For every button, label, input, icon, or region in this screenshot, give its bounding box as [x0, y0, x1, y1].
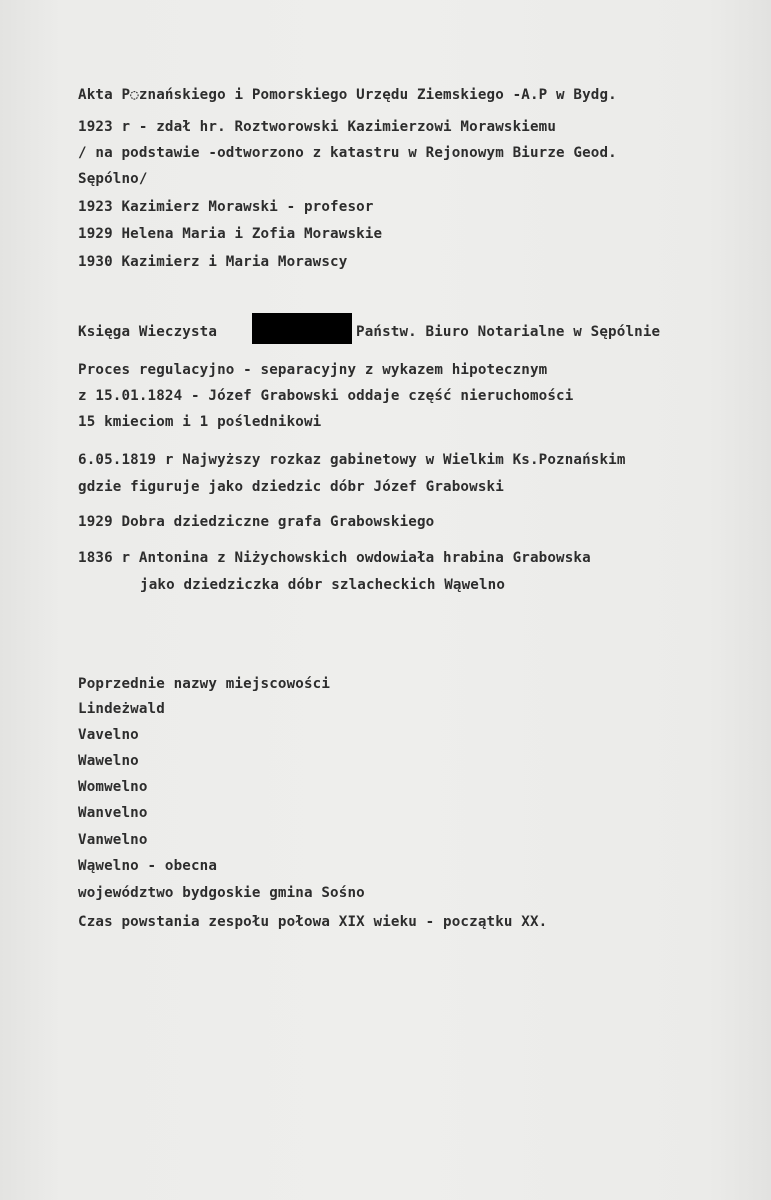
former-name-item: Wanvelno	[78, 805, 148, 821]
redaction-box	[252, 313, 352, 344]
former-name-item: Lindeżwald	[78, 701, 165, 717]
former-name-item: Wawelno	[78, 753, 139, 769]
header-line-archive: Akta P◌znańskiego i Pomorskiego Urzędu Ziemskiego -A.P w Bydg.	[78, 87, 617, 103]
text-line: 1923 r - zdał hr. Roztworowski Kazimierzowi Morawskiemu	[78, 119, 557, 135]
text-line: z 15.01.1824 - Józef Grabowski oddaje część nieruchomości	[78, 388, 574, 404]
text-line: jako dziedziczka dóbr szlacheckich Wąwelno	[140, 577, 506, 593]
text-line: Sępólno/	[78, 171, 148, 187]
former-name-item: Vanwelno	[78, 832, 148, 848]
text-line: Czas powstania zespołu połowa XIX wieku - początku XX.	[78, 914, 548, 930]
text-line: 15 kmieciom i 1 poślednikowi	[78, 414, 322, 430]
text-line: 1930 Kazimierz i Maria Morawscy	[78, 254, 348, 270]
former-names-heading: Poprzednie nazwy miejscowości	[78, 676, 331, 692]
text-line: 1929 Helena Maria i Zofia Morawskie	[78, 226, 383, 242]
former-name-item: Vavelno	[78, 727, 139, 743]
land-register-label: Księga Wieczysta	[78, 324, 218, 340]
text-line: / na podstawie -odtworzono z katastru w Rejonowym Biurze Geod.	[78, 145, 617, 161]
text-line: 1929 Dobra dziedziczne grafa Grabowskiego	[78, 514, 435, 530]
notary-office-text: Państw. Biuro Notarialne w Sępólnie	[356, 324, 661, 340]
text-line: województwo bydgoskie gmina Sośno	[78, 885, 365, 901]
current-name-item: Wąwelno - obecna	[78, 858, 218, 874]
text-line: 1923 Kazimierz Morawski - profesor	[78, 199, 374, 215]
text-line: 6.05.1819 r Najwyższy rozkaz gabinetowy w Wielkim Ks.Poznańskim	[78, 452, 626, 468]
text-line: gdzie figuruje jako dziedzic dóbr Józef Grabowski	[78, 479, 504, 495]
former-name-item: Womwelno	[78, 779, 148, 795]
text-line: Proces regulacyjno - separacyjny z wykazem hipotecznym	[78, 362, 548, 378]
text-line: 1836 r Antonina z Niżychowskich owdowiała hrabina Grabowska	[78, 550, 591, 566]
